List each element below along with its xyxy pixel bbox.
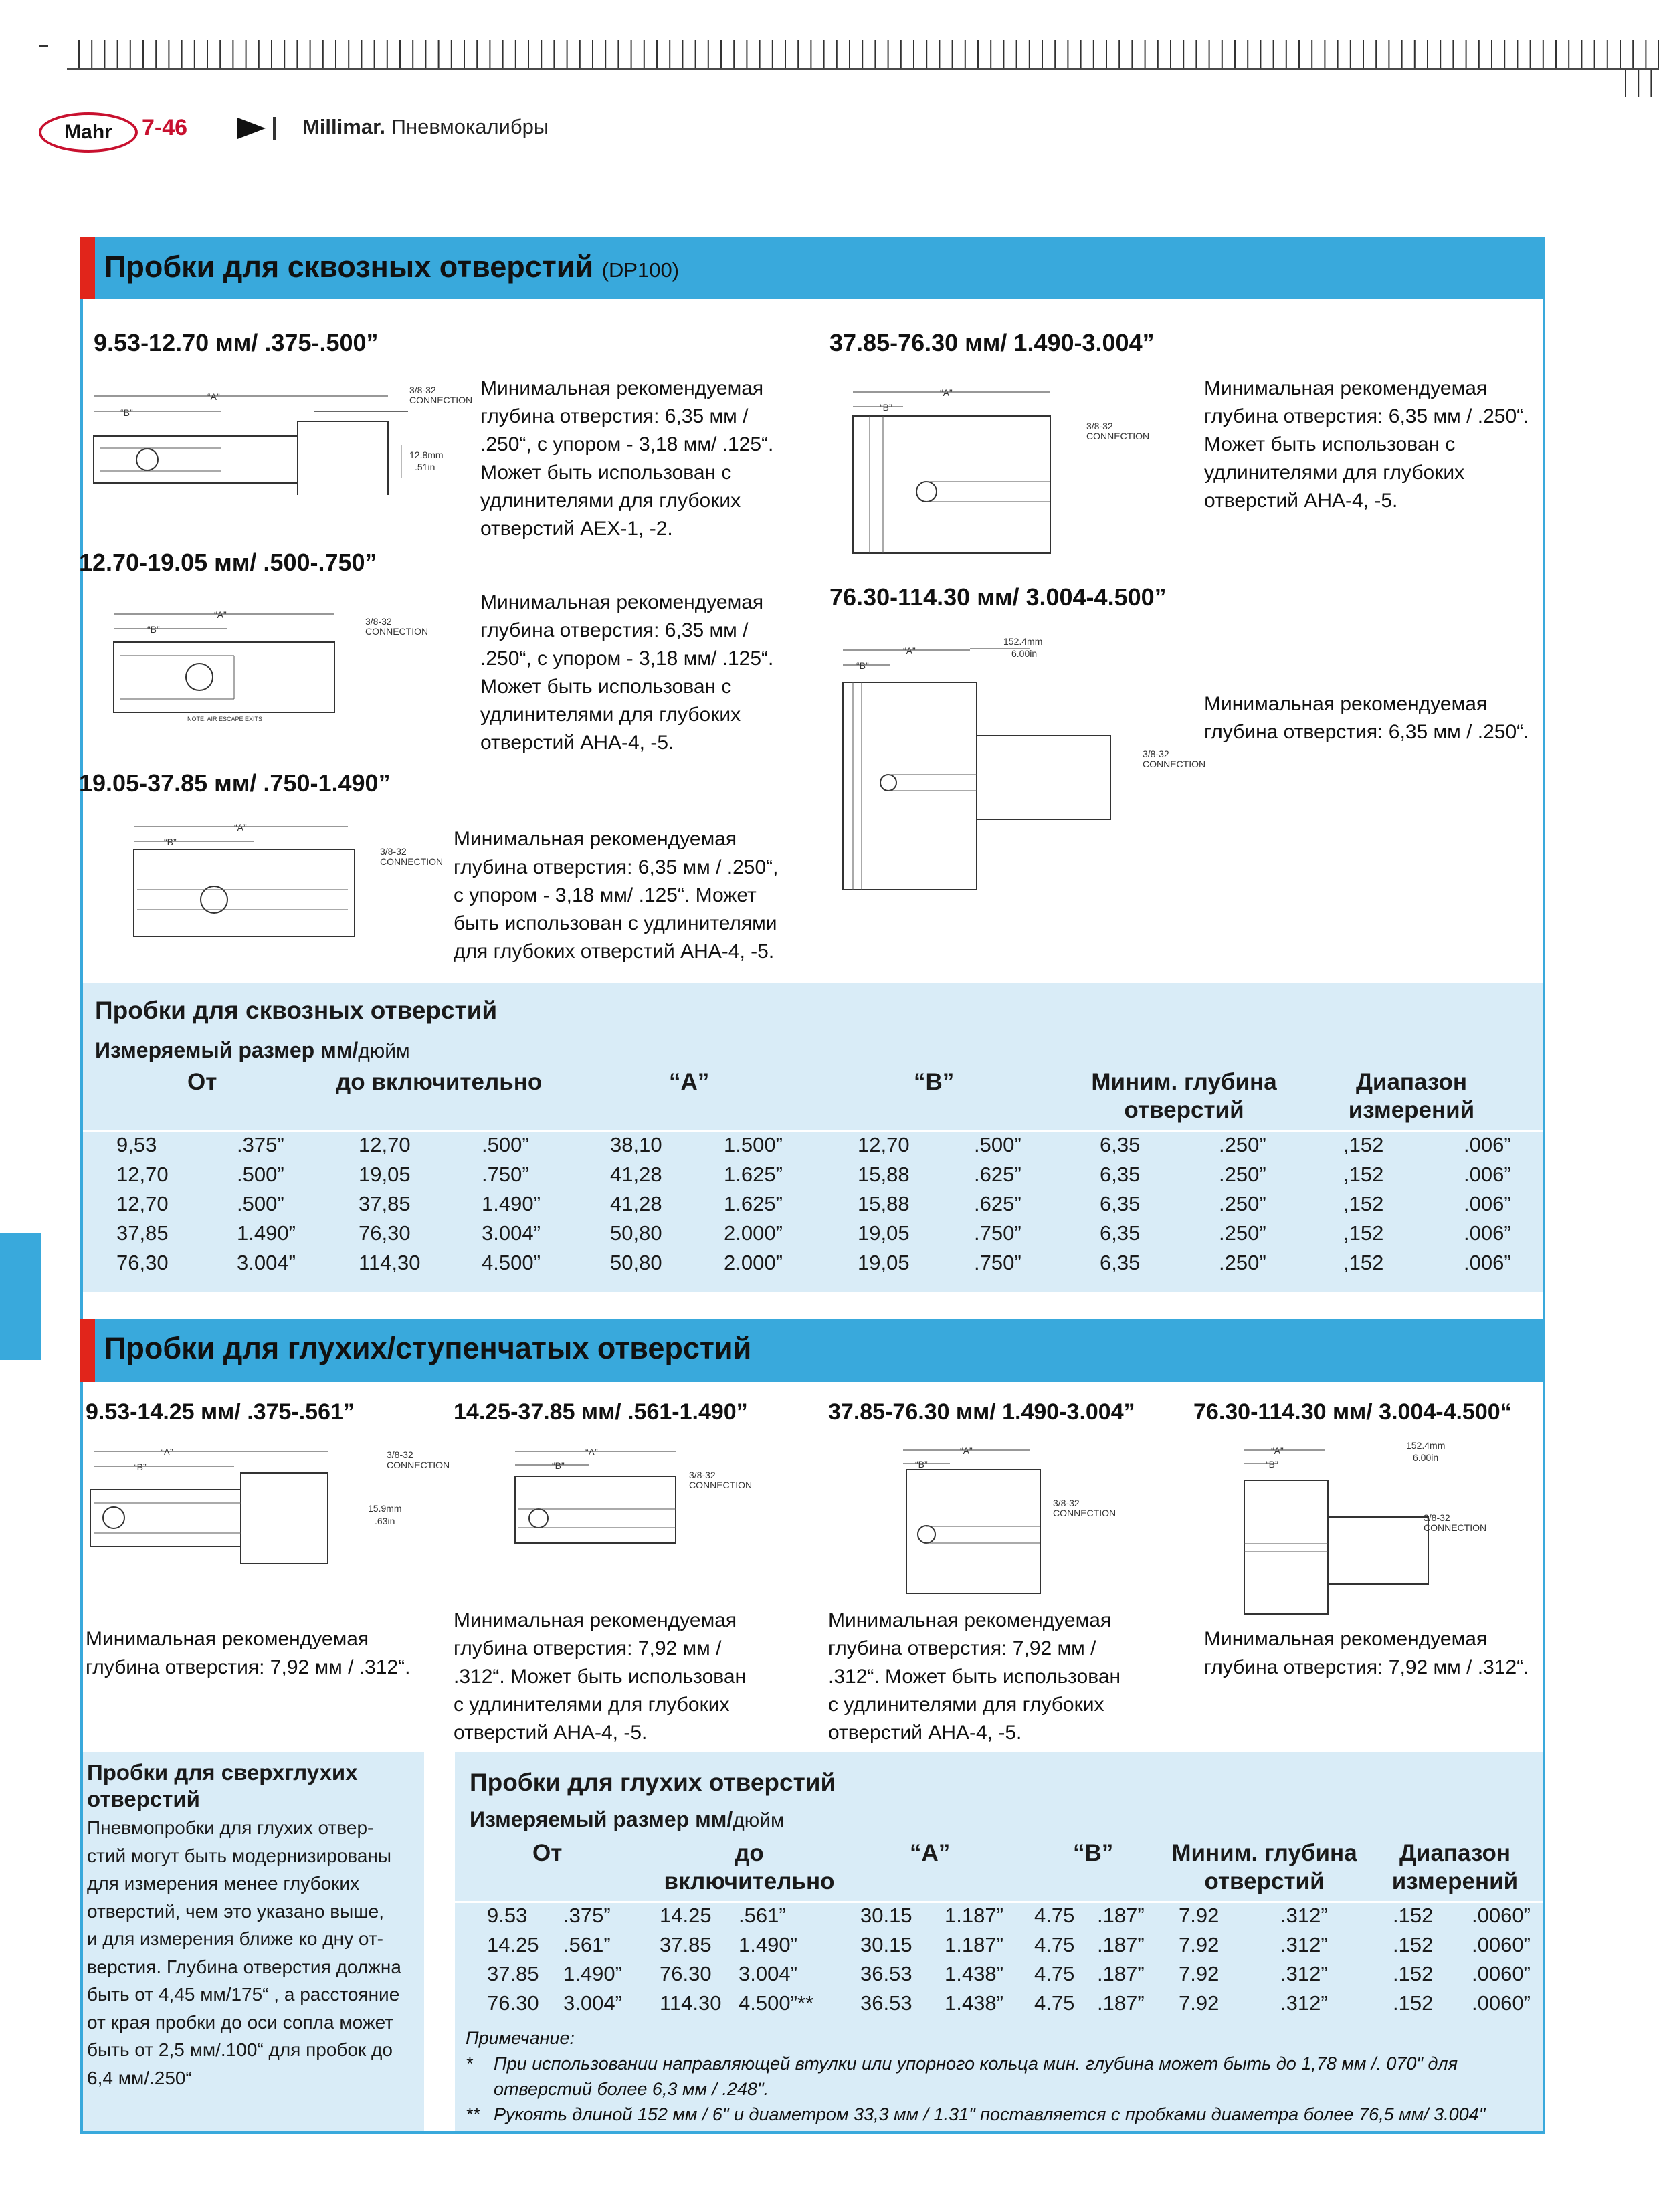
table-cell: 7.92 (1179, 1904, 1219, 1927)
table-cell: .500” (237, 1192, 284, 1215)
table-cell: .312” (1280, 1932, 1328, 1956)
table-cell: 1.500” (724, 1133, 783, 1157)
svg-text:152.4mm: 152.4mm (1003, 636, 1043, 647)
table-cell: 41,28 (610, 1163, 662, 1186)
svg-text:“A”: “A” (903, 645, 916, 656)
item-description: Минимальная рекомендуемая глубина отверстия: 7,92 мм / .312“. (1204, 1628, 1529, 1678)
table-cell: 76,30 (359, 1221, 411, 1245)
table-cell: .375” (237, 1133, 284, 1157)
item-description: Минимальная рекомендуемая глубина отверстия: 6,35 мм / .250“. Может быть использован с удлинителями для глубоких отверстий AHA-4, -5. (1204, 377, 1529, 512)
table-cell: .250” (1219, 1163, 1266, 1186)
dim-b-label: “B” (120, 407, 133, 418)
table-cell: 6,35 (1100, 1192, 1141, 1215)
table-cell: 15,88 (858, 1192, 910, 1215)
page-number: 7-46 (142, 115, 188, 140)
svg-text:“B”: “B” (1266, 1459, 1278, 1470)
col-header: Диапазон измерений (1391, 1840, 1519, 1894)
table-cell: 114.30 (660, 1991, 722, 2015)
svg-text:“A”: “A” (960, 1445, 973, 1456)
dim-mm-label: 12.8mm (409, 449, 444, 460)
table-cell: .250” (1219, 1192, 1266, 1215)
svg-text:“A”: “A” (585, 1447, 598, 1457)
table-cell: 114,30 (359, 1251, 421, 1274)
plug-drawing-4 (843, 381, 1097, 562)
table-cell: 7.92 (1179, 1962, 1219, 1985)
table-cell: 12,70 (116, 1163, 169, 1186)
super-blind-text: Пневмопробки для глухих отвер- стий могут быть модернизированы для измерения менее глубоких отверстий, чем это указано выше, и для измерения ближе ко дну от- верстия. Глубина отверстия должна быть от 4,45 мм/175“ , а расстояние от края пробки до оси сопла может быть от 2,5 мм/.100“ для пробок до 6,4 мм/.250“ (87, 1817, 401, 2088)
table-cell: .250” (1219, 1133, 1266, 1157)
item-size-title: 14.25-37.85 мм/ .561-1.490” (454, 1399, 748, 1425)
svg-text:“B”: “B” (164, 837, 177, 847)
table-cell: 3.004” (237, 1251, 296, 1274)
table-cell: 4.75 (1034, 1932, 1075, 1956)
header-title: Millimar. Пневмокалибры (302, 115, 549, 138)
table-cell: 30.15 (860, 1932, 912, 1956)
svg-text:152.4mm: 152.4mm (1406, 1440, 1446, 1451)
item-description: Минимальная рекомендуемая глубина отверстия: 6,35 мм / .250“, с упором - 3,18 мм/ .125“. Может быть использован с удлинителями для глубоких отверстий AHA-4, -5. (480, 591, 774, 754)
svg-text:6.00in: 6.00in (1011, 648, 1038, 659)
table-cell: 1.490” (482, 1192, 541, 1215)
table-cell: .0060” (1472, 1991, 1531, 2015)
play-arrow-icon (237, 118, 266, 139)
table-cell: 37.85 (660, 1932, 712, 1956)
super-blind-title: Пробки для сверхглухих отверстий (87, 1760, 358, 1811)
blind-drawing-3 (896, 1439, 1057, 1600)
table-subtitle: Измеряемый размер мм/дюйм (95, 1038, 410, 1062)
top-ruler (67, 40, 1659, 100)
table-cell: .006” (1464, 1251, 1511, 1274)
item-size-title: 9.53-14.25 мм/ .375-.561” (86, 1399, 355, 1425)
table-cell: 76,30 (116, 1251, 169, 1274)
table-cell: 37,85 (359, 1192, 411, 1215)
table-cell: .006” (1464, 1221, 1511, 1245)
table-cell: ,152 (1343, 1192, 1384, 1215)
corner-mark (39, 45, 48, 47)
svg-text:“A”: “A” (214, 609, 227, 620)
table-cell: 36.53 (860, 1991, 912, 2015)
col-header: От (187, 1069, 217, 1095)
table-cell: ,152 (1343, 1251, 1384, 1274)
mahr-logo: Mahr (39, 112, 138, 153)
table-cell: .0060” (1472, 1932, 1531, 1956)
connection-label: 3/8-32 CONNECTION (365, 616, 429, 637)
blind-drawing-2 (508, 1439, 702, 1553)
svg-text:.63in: .63in (375, 1516, 395, 1526)
col-header: “B” (1073, 1840, 1114, 1866)
table-cell: 1.187” (945, 1904, 1003, 1927)
table-cell: 6,35 (1100, 1133, 1141, 1157)
table-cell: .750” (974, 1221, 1021, 1245)
item-size-title: 76.30-114.30 мм/ 3.004-4.500“ (1193, 1399, 1512, 1425)
table-cell: .006” (1464, 1192, 1511, 1215)
table-cell: 1.490” (237, 1221, 296, 1245)
table-cell: 4.75 (1034, 1904, 1075, 1927)
plug-drawing-2 (100, 602, 368, 729)
item-description: Минимальная рекомендуемая глубина отверстия: 7,92 мм / .312“. Может быть использован с удлинителями для глубоких отверстий AHA-4, -5. (828, 1609, 1121, 1744)
table-cell: 30.15 (860, 1904, 912, 1927)
table-cell: .625” (974, 1163, 1021, 1186)
table-cell: .0060” (1472, 1962, 1531, 1985)
table-cell: 36.53 (860, 1962, 912, 1985)
table-cell: .500” (237, 1163, 284, 1186)
svg-text:“B”: “B” (880, 402, 892, 413)
item-description: Минимальная рекомендуемая глубина отверстия: 7,92 мм / .312“. Может быть использован с удлинителями для глубоких отверстий AHA-4, -5. (454, 1609, 747, 1744)
table-cell: 38,10 (610, 1133, 662, 1157)
table-cell: 9.53 (487, 1904, 528, 1927)
connection-label: 3/8-32 CONNECTION (1086, 421, 1150, 441)
svg-text:“B”: “B” (856, 660, 869, 671)
item-description: Минимальная рекомендуемая глубина отверстия: 6,35 мм / .250“, с упором - 3,18 мм/ .125“. Может быть использован с удлинителями для глубоких отверстий AEX-1, -2. (480, 377, 774, 540)
table-cell: 37.85 (487, 1962, 539, 1985)
table-cell: 4.75 (1034, 1962, 1075, 1985)
header-divider (455, 1901, 1543, 1903)
table-cell: 19,05 (858, 1221, 910, 1245)
table-cell: .750” (482, 1163, 529, 1186)
table-cell: 15,88 (858, 1163, 910, 1186)
table-cell: .187” (1097, 1932, 1145, 1956)
item-size-title: 76.30-114.30 мм/ 3.004-4.500” (830, 583, 1167, 611)
table-cell: 19,05 (858, 1251, 910, 1274)
table-cell: ,152 (1343, 1221, 1384, 1245)
table-notes: Примечание: * При использовании направляющей втулки или упорного кольца мин. глубина может быть до 1,78 мм /. 070" для отверстий более 6,3 мм / .248". ** Рукоять длиной 152 мм / 6" и диаметром 33,3 мм / 1.31" поставляется с пробками диаметра более 76,5 мм/ 3.004" (466, 2028, 1486, 2124)
dim-in-label: .51in (415, 462, 435, 472)
table-cell: 1.490” (563, 1962, 622, 1985)
col-header: “B” (914, 1069, 955, 1095)
svg-text:“A”: “A” (161, 1447, 173, 1457)
table-cell: .750” (974, 1251, 1021, 1274)
table-cell: 1.625” (724, 1163, 783, 1186)
table-cell: .187” (1097, 1962, 1145, 1985)
header-divider (273, 117, 276, 140)
connection-label: 3/8-32 CONNECTION (689, 1470, 753, 1490)
table-cell: 4.500” (482, 1251, 541, 1274)
col-header: до включительно (664, 1840, 835, 1894)
table-cell: 4.75 (1034, 1991, 1075, 2015)
table-cell: 14.25 (660, 1904, 712, 1927)
table-cell: 6,35 (1100, 1221, 1141, 1245)
table-through (83, 983, 1543, 1292)
table-cell: 2.000” (724, 1221, 783, 1245)
table-cell: 50,80 (610, 1251, 662, 1274)
table-cell: .561” (739, 1904, 786, 1927)
svg-text:6.00in: 6.00in (1413, 1452, 1439, 1463)
item-description: Минимальная рекомендуемая глубина отверстия: 7,92 мм / .312“. (86, 1628, 411, 1678)
ruler-baseline (67, 68, 1659, 70)
table-cell: 37,85 (116, 1221, 169, 1245)
col-header: “A” (669, 1069, 710, 1095)
connection-label: 3/8-32 CONNECTION (409, 385, 473, 405)
col-header: Миним. глубина отверстий (1171, 1840, 1357, 1894)
item-size-title: 12.70-19.05 мм/ .500-.750” (79, 548, 377, 576)
item-size-title: 37.85-76.30 мм/ 1.490-3.004” (830, 329, 1155, 357)
table-cell: 12,70 (116, 1192, 169, 1215)
table-cell: .187” (1097, 1904, 1145, 1927)
table-cell: 1.438” (945, 1991, 1003, 2015)
header-divider (83, 1130, 1543, 1132)
table-cell: 6,35 (1100, 1251, 1141, 1274)
table-cell: .500” (482, 1133, 529, 1157)
svg-text:15.9mm: 15.9mm (368, 1503, 402, 1514)
col-header: Миним. глубина отверстий (1091, 1069, 1277, 1123)
col-header: Диапазон измерений (1348, 1069, 1475, 1123)
table-title: Пробки для сквозных отверстий (95, 997, 498, 1024)
table-cell: 3.004” (563, 1991, 622, 2015)
table-cell: .187” (1097, 1991, 1145, 2015)
item-size-title: 37.85-76.30 мм/ 1.490-3.004” (828, 1399, 1135, 1425)
table-cell: 76.30 (487, 1991, 539, 2015)
svg-text:“A”: “A” (1271, 1445, 1284, 1456)
section-heading-through: Пробки для сквозных отверстий (DP100) (80, 237, 1545, 299)
table-cell: .152 (1393, 1962, 1434, 1985)
table-subtitle: Измеряемый размер мм/дюйм (470, 1807, 785, 1831)
col-header: От (532, 1840, 563, 1866)
table-cell: .500” (974, 1133, 1021, 1157)
table-cell: 3.004” (482, 1221, 541, 1245)
svg-text:“B”: “B” (134, 1462, 147, 1472)
table-cell: .250” (1219, 1251, 1266, 1274)
svg-text:“B”: “B” (147, 624, 160, 635)
table-cell: 76.30 (660, 1962, 712, 1985)
table-cell: .312” (1280, 1991, 1328, 2015)
table-cell: 9,53 (116, 1133, 157, 1157)
item-size-title: 19.05-37.85 мм/ .750-1.490” (79, 769, 391, 797)
table-cell: 14.25 (487, 1932, 539, 1956)
col-header: “A” (910, 1840, 951, 1866)
side-tab-marker (0, 1233, 41, 1360)
table-cell: 1.490” (739, 1932, 797, 1956)
table-cell: ,152 (1343, 1133, 1384, 1157)
connection-label: 3/8-32 CONNECTION (380, 846, 444, 867)
table-cell: .625” (974, 1192, 1021, 1215)
table-cell: .250” (1219, 1221, 1266, 1245)
connection-label: 3/8-32 CONNECTION (1053, 1498, 1116, 1518)
col-header: до включительно (336, 1069, 543, 1095)
table-cell: 41,28 (610, 1192, 662, 1215)
item-description: Минимальная рекомендуемая глубина отверстия: 6,35 мм / .250“. (1204, 693, 1529, 743)
table-cell: 1.187” (945, 1932, 1003, 1956)
table-cell: .0060” (1472, 1904, 1531, 1927)
table-cell: 7.92 (1179, 1991, 1219, 2015)
connection-label: 3/8-32 CONNECTION (387, 1449, 450, 1470)
table-cell: 50,80 (610, 1221, 662, 1245)
svg-text:“B”: “B” (552, 1460, 565, 1471)
table-cell: 1.438” (945, 1962, 1003, 1985)
plug-drawing-3 (127, 816, 381, 943)
table-cell: .152 (1393, 1991, 1434, 2015)
item-description: Минимальная рекомендуемая глубина отверстия: 6,35 мм / .250“, с упором - 3,18 мм/ .125“. Может быть использован с удлинителями для глубоких отверстий AHA-4, -5. (454, 828, 779, 963)
svg-text:“A”: “A” (234, 822, 247, 833)
connection-label: 3/8-32 CONNECTION (1424, 1512, 1487, 1533)
table-cell: .152 (1393, 1904, 1434, 1927)
table-cell: 4.500”** (739, 1991, 814, 2015)
table-cell: ,152 (1343, 1163, 1384, 1186)
table-cell: 12,70 (858, 1133, 910, 1157)
table-cell: .006” (1464, 1133, 1511, 1157)
table-title: Пробки для глухих отверстий (470, 1769, 836, 1796)
table-cell: 7.92 (1179, 1932, 1219, 1956)
dim-a-label: “A” (207, 391, 220, 402)
table-cell: 3.004” (739, 1962, 797, 1985)
table-cell: 2.000” (724, 1251, 783, 1274)
table-cell: .006” (1464, 1163, 1511, 1186)
table-cell: 12,70 (359, 1133, 411, 1157)
table-cell: .561” (563, 1932, 611, 1956)
table-cell: .152 (1393, 1932, 1434, 1956)
table-cell: .375” (563, 1904, 611, 1927)
svg-text:“A”: “A” (940, 387, 953, 398)
table-cell: 6,35 (1100, 1163, 1141, 1186)
section-heading-blind: Пробки для глухих/ступенчатых отверстий (80, 1319, 1545, 1382)
svg-text:NOTE: AIR ESCAPE EXITS: NOTE: AIR ESCAPE EXITS (187, 716, 263, 722)
table-cell: .312” (1280, 1904, 1328, 1927)
item-size-title: 9.53-12.70 мм/ .375-.500” (94, 329, 379, 357)
table-cell: 19,05 (359, 1163, 411, 1186)
table-cell: 1.625” (724, 1192, 783, 1215)
connection-label: 3/8-32 CONNECTION (1143, 748, 1206, 769)
table-cell: .312” (1280, 1962, 1328, 1985)
svg-text:“B”: “B” (915, 1459, 928, 1470)
